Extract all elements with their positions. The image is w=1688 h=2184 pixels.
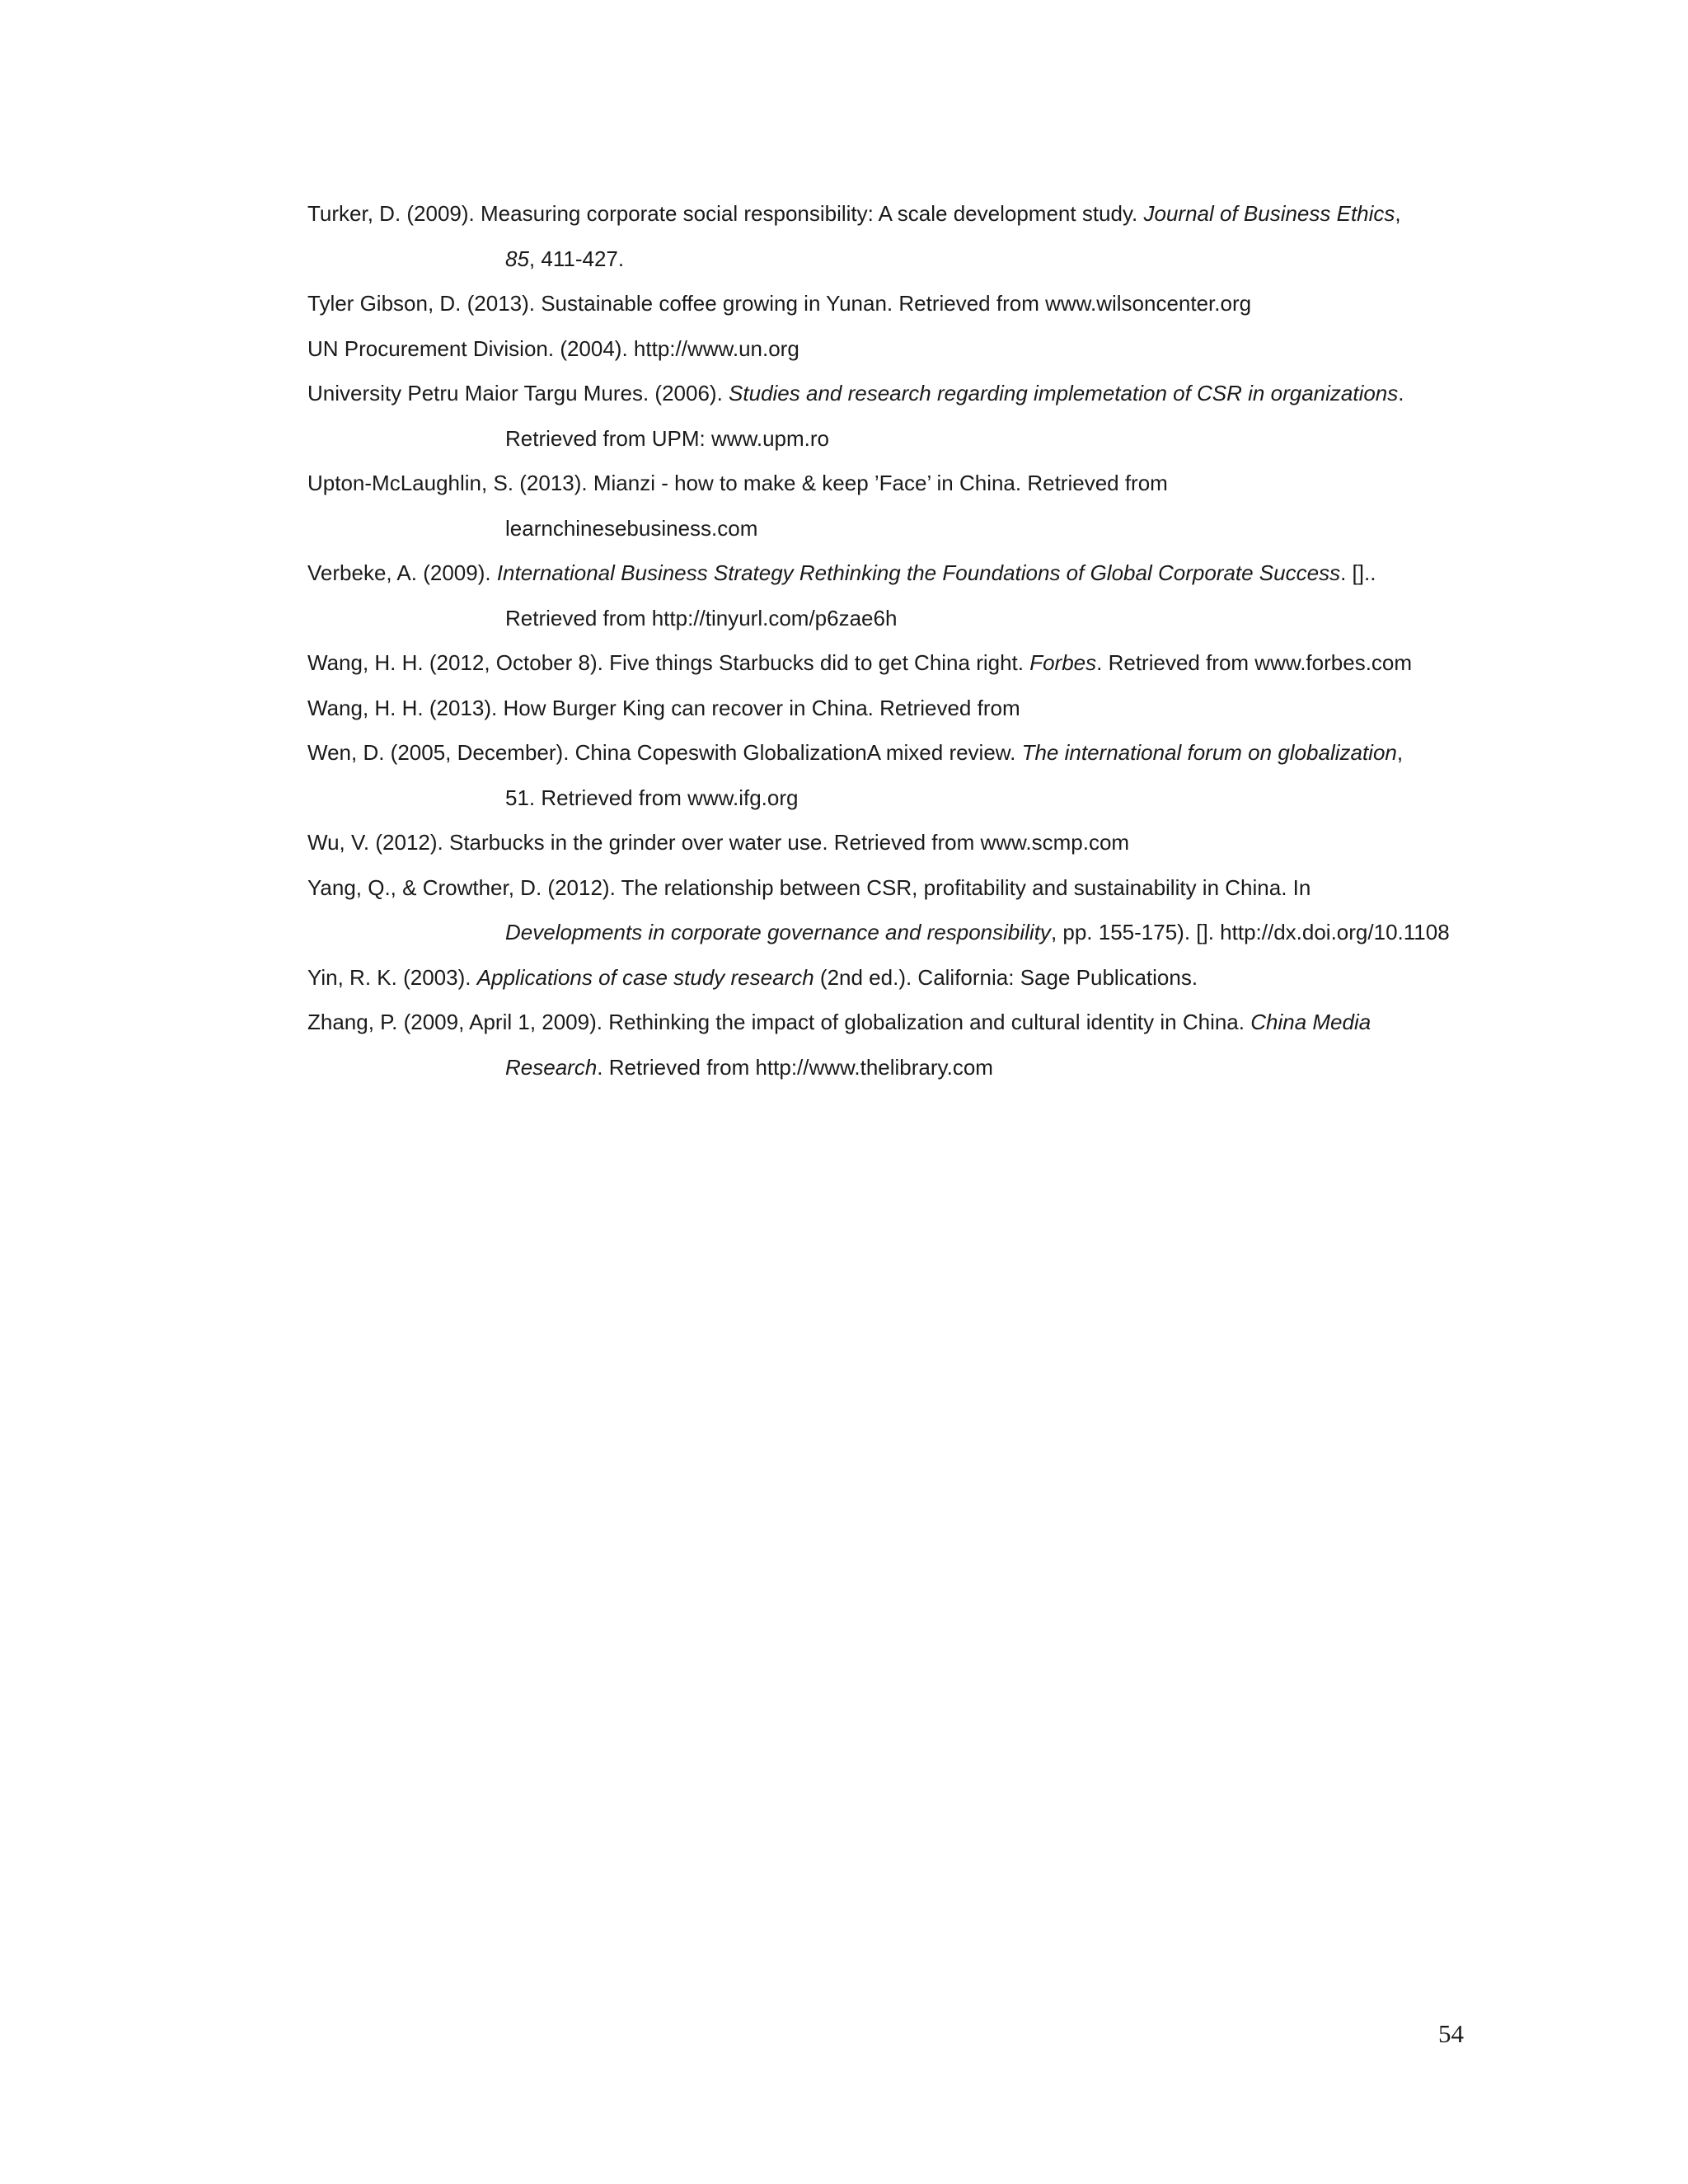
reference-entry	[307, 955, 1478, 1001]
reference-text: ,	[1395, 201, 1401, 226]
reference-entry	[307, 461, 1478, 551]
reference-text: Yin, R. K. (2003).	[307, 964, 477, 990]
reference-entry	[307, 371, 1478, 461]
reference-first-line	[307, 371, 1478, 416]
reference-text: Zhang, P. (2009, April 1, 2009). Rethinking the impact of globalization and cultural identity in China.	[307, 1010, 1251, 1034]
reference-continuation-line	[406, 237, 1478, 282]
reference-text: Retrieved from http://tinyurl.com/p6zae6h	[505, 605, 898, 630]
reference-entry	[307, 730, 1478, 820]
reference-text: Upton-McLaughlin, S. (2013). Mianzi - how to make & keep ’Face’ in China. Retrieved from	[307, 471, 1168, 495]
reference-italic-text: Applications of case study research	[476, 964, 814, 990]
reference-text: ,	[1396, 740, 1404, 765]
reference-first-line	[307, 326, 1478, 372]
reference-text: Verbeke, A. (2009).	[307, 560, 497, 585]
reference-text: Wang, H. H. (2013). How Burger King can recover in China. Retrieved from	[307, 695, 1020, 720]
reference-italic-text: Forbes	[1029, 650, 1097, 675]
reference-first-line	[307, 955, 1478, 1001]
reference-first-line	[307, 820, 1478, 865]
page-number: 54	[1438, 2019, 1464, 2048]
reference-italic-text: The international forum on globalization	[1021, 740, 1397, 765]
reference-first-line	[307, 865, 1478, 911]
reference-first-line	[307, 686, 1478, 731]
reference-text: . Retrieved from www.forbes.com	[1096, 650, 1413, 675]
reference-text: 51. Retrieved from www.ifg.org	[505, 785, 799, 810]
reference-continuation-line	[406, 1045, 1478, 1090]
reference-text: Wang, H. H. (2012, October 8). Five things Starbucks did to get China right.	[307, 650, 1030, 675]
reference-first-line	[307, 640, 1478, 686]
reference-text: . Retrieved from http://www.thelibrary.com	[597, 1054, 993, 1080]
reference-text: , pp. 155-175). []. http://dx.doi.org/10.1108	[1050, 920, 1450, 944]
reference-continuation-line	[406, 596, 1478, 641]
reference-list	[307, 191, 1478, 1090]
reference-first-line	[307, 191, 1478, 237]
reference-text: learnchinesebusiness.com	[505, 515, 758, 541]
reference-entry	[307, 191, 1478, 281]
reference-continuation-line	[406, 910, 1478, 955]
reference-text: Turker, D. (2009). Measuring corporate social responsibility: A scale development study.	[307, 201, 1144, 226]
reference-text: (2nd ed.). California: Sage Publications.	[814, 964, 1198, 990]
reference-text: University Petru Maior Targu Mures. (2006).	[307, 381, 729, 405]
reference-entry	[307, 281, 1478, 326]
reference-entry	[307, 640, 1478, 686]
reference-italic-text: Journal of Business Ethics	[1143, 201, 1395, 226]
reference-entry	[307, 865, 1478, 955]
reference-text: Wu, V. (2012). Starbucks in the grinder over water use. Retrieved from www.scmp.com	[307, 830, 1130, 855]
reference-text: . []..	[1340, 560, 1376, 585]
reference-text: .	[1398, 381, 1404, 405]
reference-continuation-line	[406, 416, 1478, 462]
reference-text: , 411-427.	[528, 246, 625, 271]
reference-first-line	[307, 1000, 1478, 1045]
reference-text: Tyler Gibson, D. (2013). Sustainable coffee growing in Yunan. Retrieved from www.wilsoncenter.org	[307, 291, 1252, 316]
reference-entry	[307, 686, 1478, 731]
reference-text: Wen, D. (2005, December). China Copeswith GlobalizationA mixed review.	[307, 740, 1022, 765]
reference-first-line	[307, 461, 1478, 506]
reference-continuation-line	[406, 776, 1478, 821]
reference-italic-text: Studies and research regarding implemetation of CSR in organizations	[729, 381, 1399, 405]
reference-italic-text: International Business Strategy Rethinking the Foundations of Global Corporate Success	[496, 560, 1341, 585]
reference-text: Retrieved from UPM: www.upm.ro	[505, 425, 829, 451]
reference-italic-text: 85	[505, 246, 529, 271]
reference-italic-text: Developments in corporate governance and responsibility	[505, 920, 1051, 944]
reference-first-line	[307, 281, 1478, 326]
reference-text: UN Procurement Division. (2004). http://www.un.org	[307, 335, 799, 361]
reference-entry	[307, 551, 1478, 640]
reference-italic-text: Research	[505, 1054, 598, 1080]
reference-entry	[307, 1000, 1478, 1090]
reference-continuation-line	[406, 506, 1478, 551]
reference-first-line	[307, 551, 1478, 596]
reference-entry	[307, 326, 1478, 372]
reference-first-line	[307, 730, 1478, 776]
reference-text: Yang, Q., & Crowther, D. (2012). The relationship between CSR, profitability and sustainability in China. In	[307, 874, 1311, 900]
reference-entry	[307, 820, 1478, 865]
reference-italic-text: China Media	[1250, 1010, 1372, 1034]
